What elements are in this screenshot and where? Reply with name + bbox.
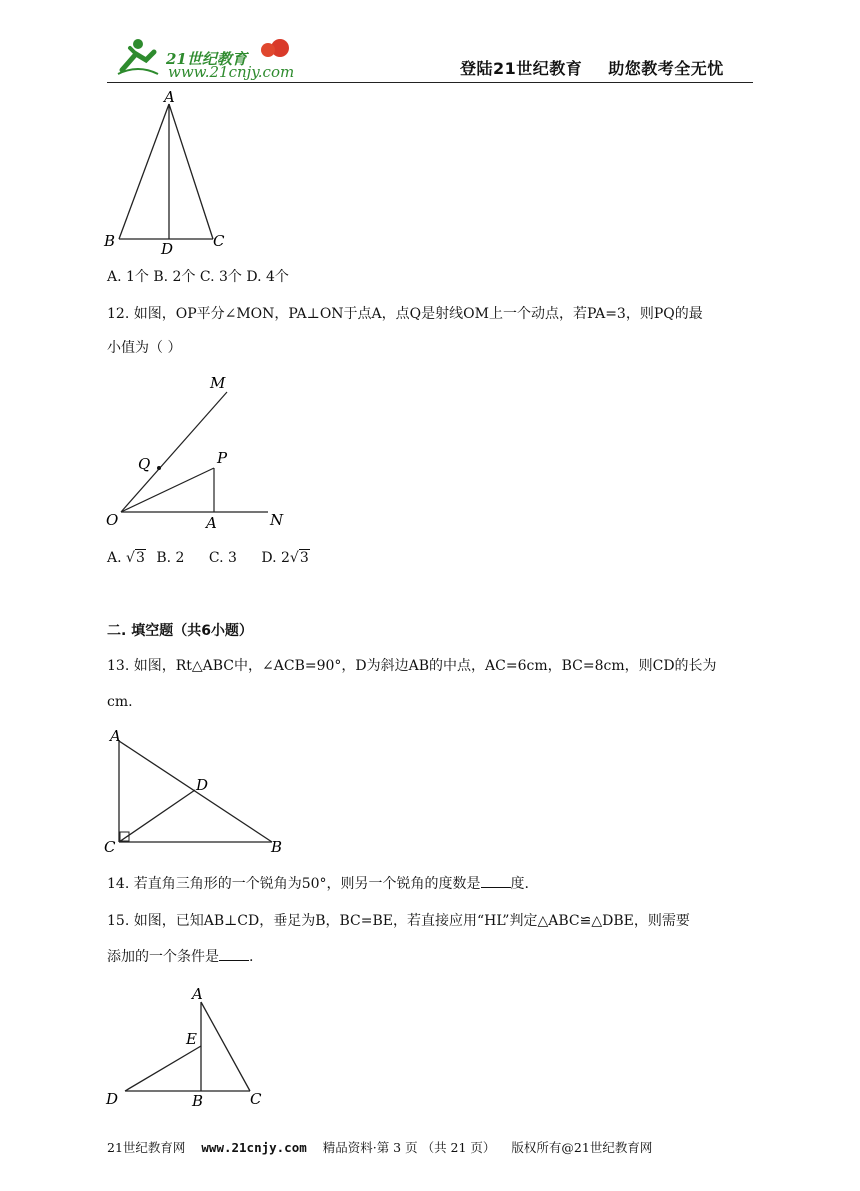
- q12-line2: 小值为（ ）: [107, 340, 182, 356]
- q15-line2-after: .: [249, 949, 254, 965]
- label-m: M: [210, 374, 226, 392]
- label-n: N: [270, 511, 284, 529]
- label-c: C: [104, 838, 116, 856]
- header-slogan: [460, 56, 724, 79]
- point-q: [157, 466, 161, 470]
- sqrt-icon: √3: [126, 550, 145, 566]
- q14-text: [107, 873, 529, 894]
- figure-13: [100, 724, 300, 863]
- q14-text-before: 14. 若直角三角形的一个锐角为50°，则另一个锐角的度数是: [107, 876, 481, 892]
- segment-de: [125, 1046, 201, 1091]
- q14-text-after: 度.: [510, 876, 529, 892]
- site-logo: [108, 34, 308, 80]
- label-b: B: [104, 232, 116, 250]
- label-b: B: [271, 838, 283, 856]
- label-o: O: [106, 511, 119, 529]
- section-title: 二. 填空题（共6小题）: [107, 623, 253, 639]
- q15-line2: [107, 946, 253, 967]
- footer-left: 21世纪教育网: [107, 1140, 186, 1155]
- label-c: C: [213, 232, 225, 250]
- segment-cd: [119, 790, 195, 842]
- runner-logo-icon: [118, 39, 158, 74]
- q12-option-d-prefix: D. 2: [261, 550, 290, 566]
- label-a: A: [110, 727, 121, 745]
- logo-url: www.21cnjy.com: [168, 63, 295, 80]
- q12-option-d-radicand: 3: [299, 550, 309, 566]
- figure-15: [100, 982, 280, 1116]
- label-d: D: [196, 776, 209, 794]
- q13-line1: 13. 如图，Rt△ABC中，∠ACB=90°，D为斜边AB的中点，AC=6cm，BC=8cm，则CD的长为: [107, 658, 717, 674]
- answer-blank[interactable]: [481, 873, 511, 888]
- sqrt-icon: √3: [289, 550, 309, 566]
- slogan-left: 登陆21世纪教育: [460, 59, 583, 78]
- label-a: A: [192, 985, 203, 1003]
- label-e: E: [186, 1030, 197, 1048]
- label-d: D: [106, 1090, 119, 1108]
- figure-12: [100, 372, 290, 536]
- q12-option-a-prefix: A.: [107, 550, 122, 566]
- footer-copyright: 版权所有@21世纪教育网: [511, 1140, 653, 1155]
- segment-ac: [169, 104, 213, 239]
- logo-text: 21世纪教育: [166, 50, 247, 68]
- q12-option-c: C. 3: [208, 550, 237, 566]
- footer-page-info: 精品资料·第 3 页 （共 21 页）: [322, 1140, 496, 1155]
- figure-11: [100, 88, 240, 264]
- q12-option-a-radicand: 3: [135, 550, 145, 566]
- ray-op: [121, 468, 214, 512]
- answer-blank[interactable]: [219, 946, 249, 961]
- segment-ac: [201, 1002, 250, 1091]
- ray-om: [121, 392, 227, 512]
- label-a: A: [164, 88, 175, 106]
- footer-site-link[interactable]: www.21cnjy.com: [201, 1140, 307, 1155]
- q12-option-b: B. 2: [156, 550, 185, 566]
- label-q: Q: [138, 455, 151, 473]
- label-c: C: [250, 1090, 262, 1108]
- label-b: B: [192, 1092, 204, 1110]
- q15-line1: 15. 如图，已知AB⊥CD，垂足为B，BC=BE，若直接应用“HL”判定△ABC≌△DBE，则需要: [107, 913, 690, 929]
- q13-line2: cm.: [107, 694, 133, 710]
- q12-line1: 12. 如图，OP平分∠MON，PA⊥ON于点A，点Q是射线OM上一个动点，若PA=3，则PQ的最: [107, 306, 703, 322]
- label-p: P: [217, 449, 228, 467]
- label-a: A: [206, 514, 217, 532]
- label-d: D: [161, 240, 174, 258]
- q11-options: A. 1个 B. 2个 C. 3个 D. 4个: [107, 269, 289, 285]
- page-footer: [107, 1138, 652, 1156]
- slogan-right: 助您教考全无忧: [608, 59, 724, 78]
- segment-ab: [119, 104, 169, 239]
- q15-line2-before: 添加的一个条件是: [107, 949, 219, 965]
- q12-options: [107, 548, 310, 568]
- header-divider: [107, 82, 753, 83]
